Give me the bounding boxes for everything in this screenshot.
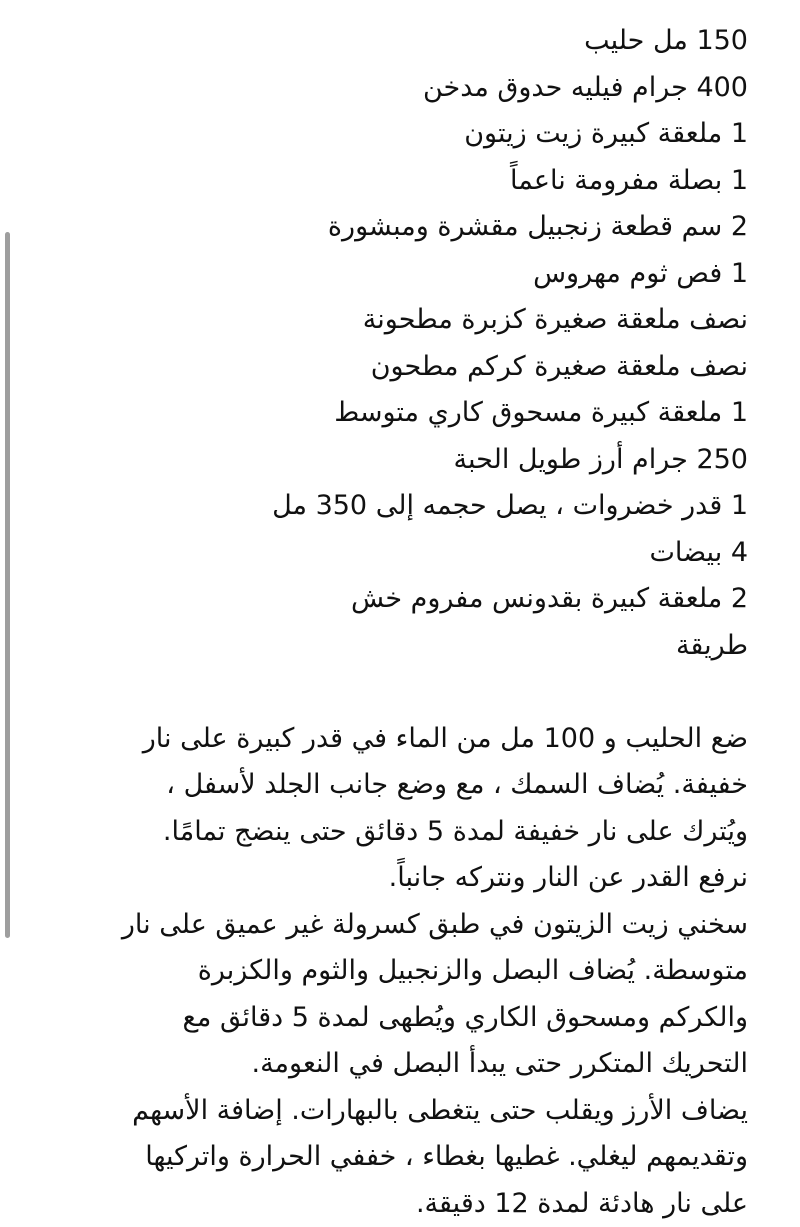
ingredient-line: 250 جرام أرز طويل الحبة	[40, 437, 748, 484]
method-line: نرفع القدر عن النار ونتركه جانباً.	[40, 855, 748, 902]
scroll-indicator[interactable]	[5, 232, 10, 938]
ingredient-line: نصف ملعقة صغيرة كركم مطحون	[40, 344, 748, 391]
ingredient-line: 1 ملعقة كبيرة زيت زيتون	[40, 111, 748, 158]
method-line: ويُترك على نار خفيفة لمدة 5 دقائق حتى ينضج تمامًا.	[40, 809, 748, 856]
ingredients-list	[40, 18, 748, 623]
ingredient-line: 2 سم قطعة زنجبيل مقشرة ومبشورة	[40, 204, 748, 251]
method-paragraph	[40, 716, 748, 1227]
ingredient-line: 150 مل حليب	[40, 18, 748, 65]
ingredient-line: 1 فص ثوم مهروس	[40, 251, 748, 298]
ingredient-line: 400 جرام فيليه حدوق مدخن	[40, 65, 748, 112]
method-line: التحريك المتكرر حتى يبدأ البصل في النعومة.	[40, 1041, 748, 1088]
method-line: متوسطة. يُضاف البصل والزنجبيل والثوم والكزبرة	[40, 948, 748, 995]
method-line: خفيفة. يُضاف السمك ، مع وضع جانب الجلد لأسفل ،	[40, 762, 748, 809]
method-line: يضاف الأرز ويقلب حتى يتغطى بالبهارات. إضافة الأسهم	[40, 1088, 748, 1135]
recipe-text	[40, 18, 748, 1227]
method-line: على نار هادئة لمدة 12 دقيقة.	[40, 1181, 748, 1227]
ingredient-line: 2 ملعقة كبيرة بقدونس مفروم خش	[40, 576, 748, 623]
ingredient-line: نصف ملعقة صغيرة كزبرة مطحونة	[40, 297, 748, 344]
method-line: والكركم ومسحوق الكاري ويُطهى لمدة 5 دقائق مع	[40, 995, 748, 1042]
method-line: وتقديمهم ليغلي. غطيها بغطاء ، خففي الحرارة واتركيها	[40, 1134, 748, 1181]
ingredient-line: 1 ملعقة كبيرة مسحوق كاري متوسط	[40, 390, 748, 437]
ingredient-line: 4 بيضات	[40, 530, 748, 577]
method-heading: طريقة	[40, 623, 748, 670]
ingredient-line: 1 قدر خضروات ، يصل حجمه إلى 350 مل	[40, 483, 748, 530]
method-line: ضع الحليب و 100 مل من الماء في قدر كبيرة على نار	[40, 716, 748, 763]
method-line: سخني زيت الزيتون في طبق كسرولة غير عميق على نار	[40, 902, 748, 949]
ingredient-line: 1 بصلة مفرومة ناعماً	[40, 158, 748, 205]
